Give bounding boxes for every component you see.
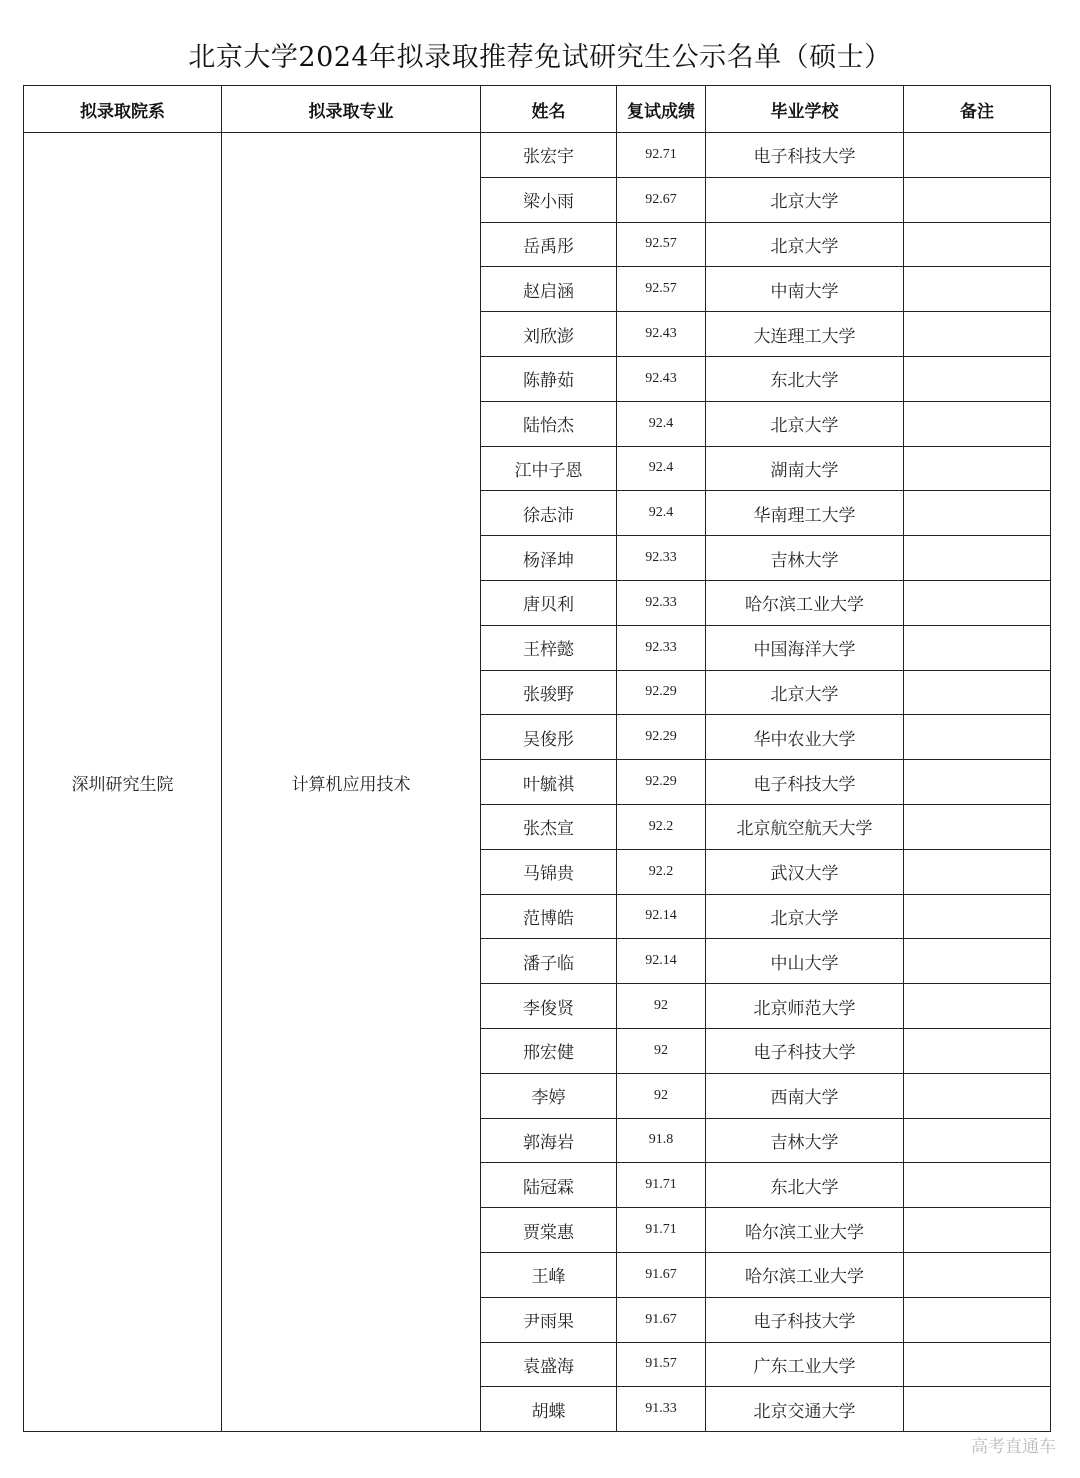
note-cell [904, 625, 1051, 670]
name-cell: 梁小雨 [481, 177, 617, 222]
school-cell: 北京交通大学 [706, 1387, 904, 1432]
note-cell [904, 401, 1051, 446]
name-cell: 马锦贵 [481, 849, 617, 894]
school-cell: 华中农业大学 [706, 715, 904, 760]
note-cell [904, 356, 1051, 401]
name-cell: 潘子临 [481, 939, 617, 984]
score-cell: 92.4 [617, 401, 706, 446]
name-cell: 吴俊彤 [481, 715, 617, 760]
name-cell: 袁盛海 [481, 1342, 617, 1387]
score-cell: 92.43 [617, 312, 706, 357]
name-cell: 江中子恩 [481, 446, 617, 491]
score-cell: 92.67 [617, 177, 706, 222]
name-cell: 张宏宇 [481, 133, 617, 178]
note-cell [904, 715, 1051, 760]
note-cell [904, 267, 1051, 312]
score-cell: 92.4 [617, 491, 706, 536]
school-cell: 东北大学 [706, 1163, 904, 1208]
note-cell [904, 536, 1051, 581]
score-cell: 91.67 [617, 1252, 706, 1297]
school-cell: 北京师范大学 [706, 984, 904, 1029]
score-cell: 91.57 [617, 1342, 706, 1387]
score-cell: 92.2 [617, 804, 706, 849]
table-row [24, 133, 1051, 178]
note-cell [904, 1028, 1051, 1073]
name-cell: 郭海岩 [481, 1118, 617, 1163]
name-cell: 刘欣澎 [481, 312, 617, 357]
score-cell: 92.71 [617, 133, 706, 178]
major-cell: 计算机应用技术 [222, 133, 481, 1432]
note-cell [904, 580, 1051, 625]
column-header-note: 备注 [904, 86, 1051, 133]
school-cell: 大连理工大学 [706, 312, 904, 357]
note-cell [904, 804, 1051, 849]
score-cell: 92.43 [617, 356, 706, 401]
name-cell: 唐贝利 [481, 580, 617, 625]
name-cell: 尹雨果 [481, 1297, 617, 1342]
note-cell [904, 1342, 1051, 1387]
name-cell: 贾棠惠 [481, 1208, 617, 1253]
school-cell: 中山大学 [706, 939, 904, 984]
note-cell [904, 760, 1051, 805]
table-body [24, 133, 1051, 1432]
school-cell: 吉林大学 [706, 1118, 904, 1163]
school-cell: 吉林大学 [706, 536, 904, 581]
name-cell: 杨泽坤 [481, 536, 617, 581]
name-cell: 陆冠霖 [481, 1163, 617, 1208]
school-cell: 北京大学 [706, 177, 904, 222]
name-cell: 张骏野 [481, 670, 617, 715]
name-cell: 胡蝶 [481, 1387, 617, 1432]
score-cell: 92.33 [617, 536, 706, 581]
table-header-row [24, 86, 1051, 133]
score-cell: 91.33 [617, 1387, 706, 1432]
school-cell: 电子科技大学 [706, 1297, 904, 1342]
school-cell: 东北大学 [706, 356, 904, 401]
note-cell [904, 1118, 1051, 1163]
score-cell: 92.33 [617, 580, 706, 625]
note-cell [904, 446, 1051, 491]
note-cell [904, 1208, 1051, 1253]
name-cell: 赵启涵 [481, 267, 617, 312]
name-cell: 徐志沛 [481, 491, 617, 536]
score-cell: 92.14 [617, 894, 706, 939]
page-title: 北京大学2024年拟录取推荐免试研究生公示名单（硕士） [188, 42, 892, 73]
school-cell: 中国海洋大学 [706, 625, 904, 670]
note-cell [904, 222, 1051, 267]
note-cell [904, 1387, 1051, 1432]
note-cell [904, 1073, 1051, 1118]
note-cell [904, 939, 1051, 984]
score-cell: 91.8 [617, 1118, 706, 1163]
school-cell: 西南大学 [706, 1073, 904, 1118]
name-cell: 岳禹彤 [481, 222, 617, 267]
name-cell: 张杰宣 [481, 804, 617, 849]
admission-table [23, 85, 1051, 1432]
score-cell: 92 [617, 984, 706, 1029]
note-cell [904, 670, 1051, 715]
school-cell: 电子科技大学 [706, 760, 904, 805]
score-cell: 92.33 [617, 625, 706, 670]
column-header-major: 拟录取专业 [222, 86, 481, 133]
school-cell: 武汉大学 [706, 849, 904, 894]
school-cell: 华南理工大学 [706, 491, 904, 536]
school-cell: 中南大学 [706, 267, 904, 312]
school-cell: 北京大学 [706, 670, 904, 715]
note-cell [904, 1252, 1051, 1297]
note-cell [904, 177, 1051, 222]
department-cell: 深圳研究生院 [24, 133, 222, 1432]
name-cell: 陆怡杰 [481, 401, 617, 446]
column-header-name: 姓名 [481, 86, 617, 133]
score-cell: 92.29 [617, 670, 706, 715]
note-cell [904, 133, 1051, 178]
note-cell [904, 312, 1051, 357]
name-cell: 王梓懿 [481, 625, 617, 670]
note-cell [904, 1297, 1051, 1342]
note-cell [904, 491, 1051, 536]
note-cell [904, 984, 1051, 1029]
score-cell: 91.67 [617, 1297, 706, 1342]
score-cell: 92.57 [617, 222, 706, 267]
score-cell: 92.29 [617, 760, 706, 805]
name-cell: 王峰 [481, 1252, 617, 1297]
note-cell [904, 849, 1051, 894]
name-cell: 范博皓 [481, 894, 617, 939]
school-cell: 北京大学 [706, 894, 904, 939]
school-cell: 北京大学 [706, 222, 904, 267]
score-cell: 91.71 [617, 1163, 706, 1208]
note-cell [904, 1163, 1051, 1208]
name-cell: 李俊贤 [481, 984, 617, 1029]
score-cell: 91.71 [617, 1208, 706, 1253]
score-cell: 92.14 [617, 939, 706, 984]
name-cell: 叶毓祺 [481, 760, 617, 805]
score-cell: 92 [617, 1028, 706, 1073]
name-cell: 陈静茹 [481, 356, 617, 401]
score-cell: 92 [617, 1073, 706, 1118]
name-cell: 李婷 [481, 1073, 617, 1118]
column-header-school: 毕业学校 [706, 86, 904, 133]
school-cell: 湖南大学 [706, 446, 904, 491]
column-header-score: 复试成绩 [617, 86, 706, 133]
column-header-department: 拟录取院系 [24, 86, 222, 133]
school-cell: 哈尔滨工业大学 [706, 580, 904, 625]
school-cell: 北京大学 [706, 401, 904, 446]
school-cell: 哈尔滨工业大学 [706, 1252, 904, 1297]
note-cell [904, 894, 1051, 939]
score-cell: 92.29 [617, 715, 706, 760]
score-cell: 92.4 [617, 446, 706, 491]
name-cell: 邢宏健 [481, 1028, 617, 1073]
score-cell: 92.2 [617, 849, 706, 894]
school-cell: 电子科技大学 [706, 133, 904, 178]
score-cell: 92.57 [617, 267, 706, 312]
school-cell: 哈尔滨工业大学 [706, 1208, 904, 1253]
school-cell: 电子科技大学 [706, 1028, 904, 1073]
school-cell: 广东工业大学 [706, 1342, 904, 1387]
school-cell: 北京航空航天大学 [706, 804, 904, 849]
watermark: 高考直通车 [971, 1437, 1056, 1457]
